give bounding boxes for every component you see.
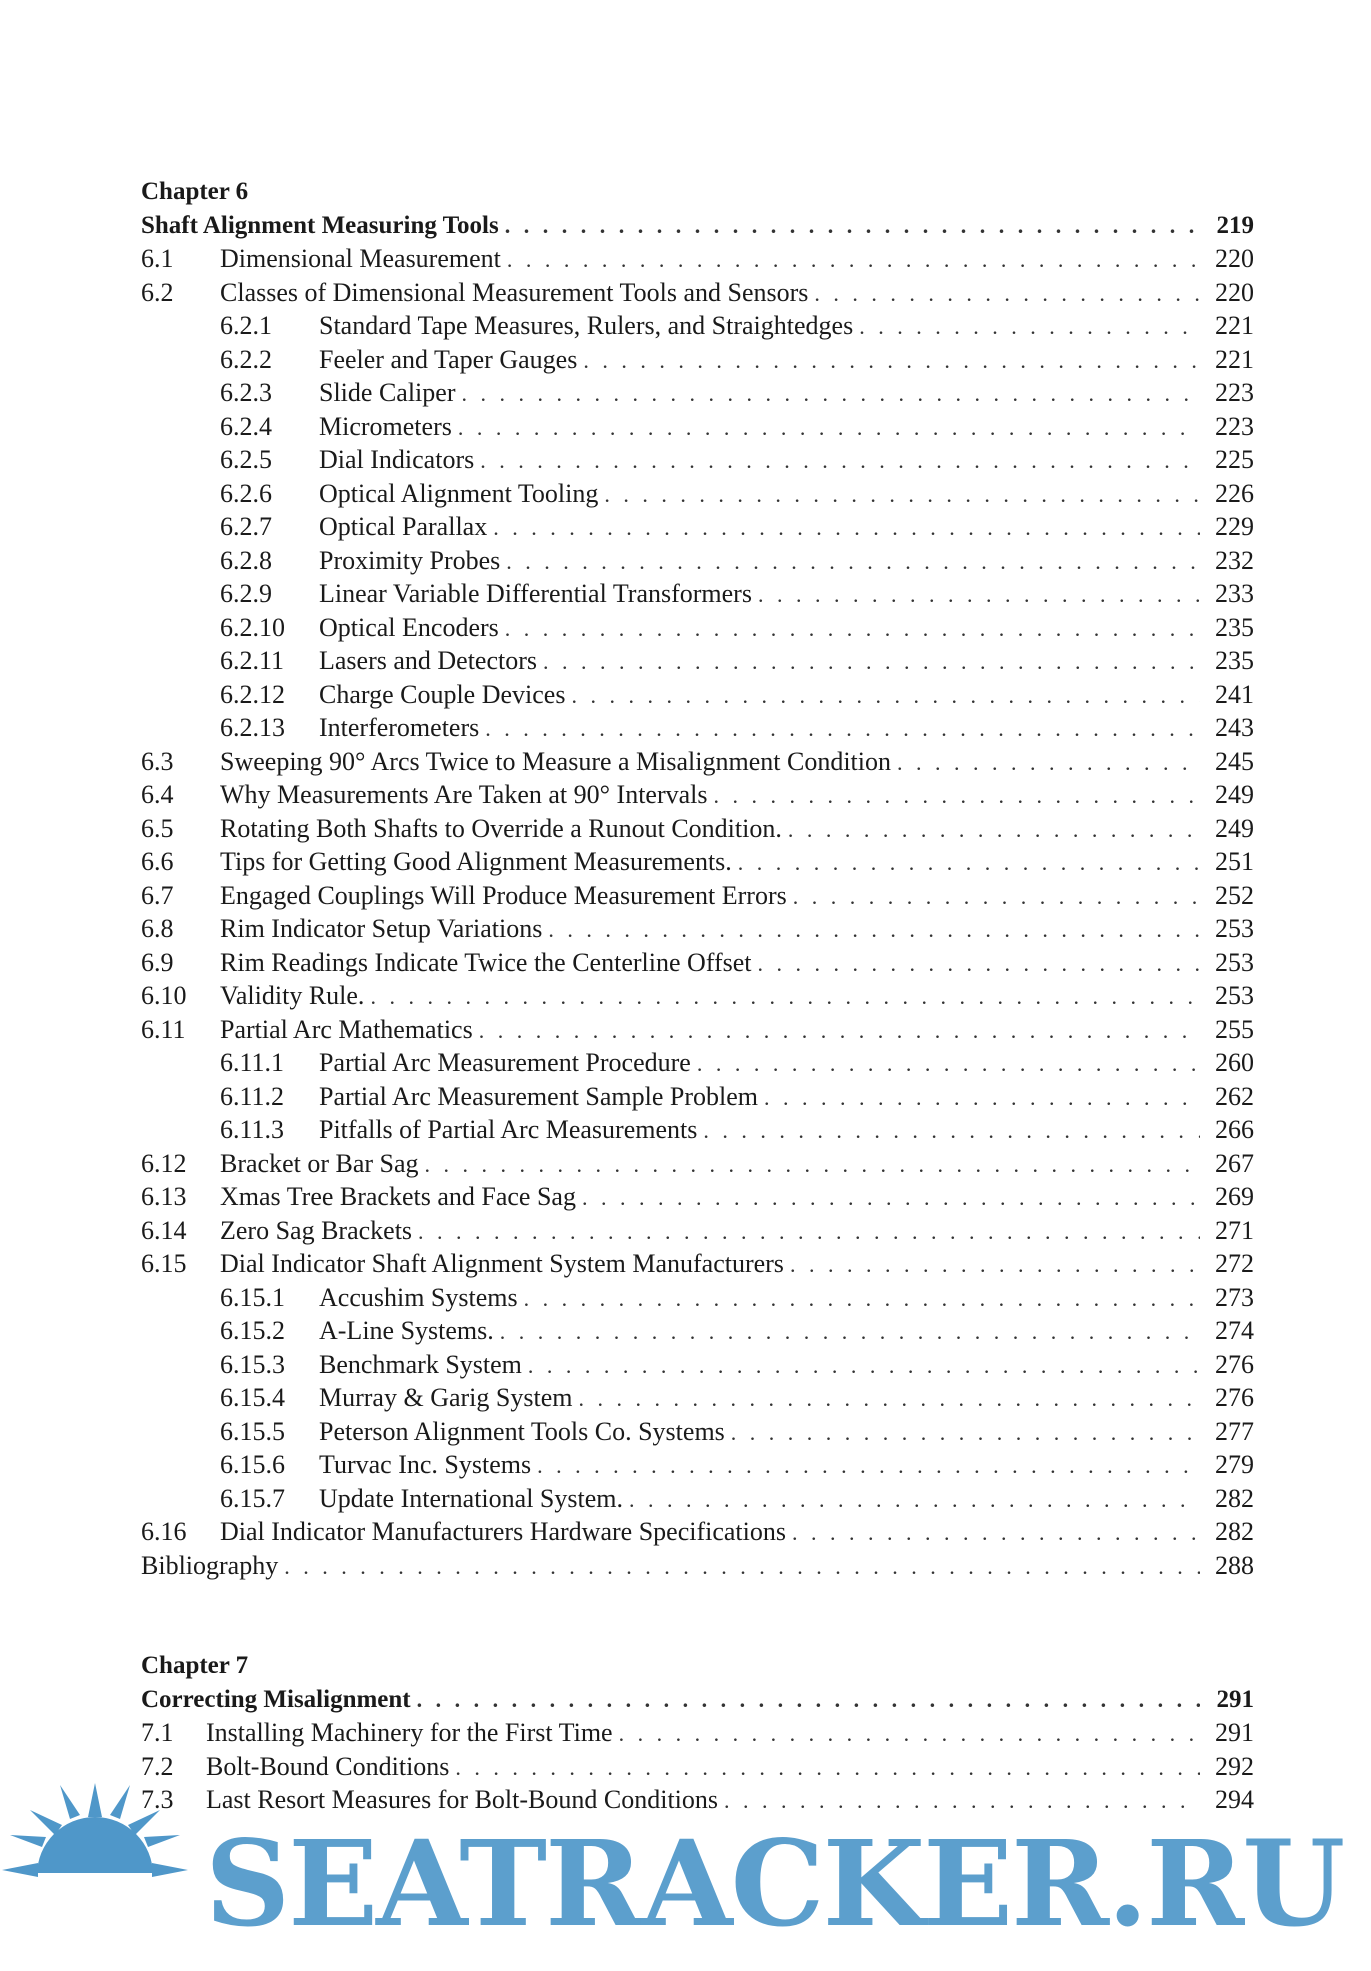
section-number: 6.1 [141,244,174,273]
section-number: 6.2.8 [220,545,272,575]
section-number: 6.2.1 [220,311,272,340]
entry-title: Tips for Getting Good Alignment Measurements. [220,847,732,876]
sun-icon [2,1783,190,1971]
entry-title: Pitfalls of Partial Arc Measurements [319,1115,698,1144]
entry-title: Classes of Dimensional Measurement Tools and Sensors [220,277,809,307]
entry-title: A-Line Systems. [319,1316,494,1345]
entry-title: Update International System. [319,1483,623,1513]
dot-leader [500,1315,1200,1349]
chapter-6-toc [141,175,1254,1582]
entry-title: Charge Couple Devices [319,679,566,709]
dot-leader [897,746,1200,780]
entry-title: Engaged Couplings Will Produce Measurement Errors [220,880,787,910]
toc-entry[interactable] [141,1247,1254,1281]
entry-title: Rim Readings Indicate Twice the Centerline Offset [220,947,752,977]
section-number: 6.3 [141,746,174,776]
chapter-title-row[interactable] [141,209,1254,243]
section-number: 7.2 [141,1751,174,1781]
page-number: 294 [1215,1785,1254,1814]
chapter-label: Chapter 7 [141,1652,249,1679]
section-number: 6.4 [141,780,174,809]
page-number: 269 [1215,1182,1254,1211]
entry-title: Last Resort Measures for Bolt-Bound Conditions [206,1785,719,1814]
section-number: 6.8 [141,914,174,943]
dot-leader [758,947,1200,981]
entry-title: Bolt-Bound Conditions [206,1751,450,1781]
dot-leader [697,1047,1200,1081]
toc-entry[interactable] [141,343,1254,377]
page-number: 221 [1215,344,1254,374]
page-number: 276 [1215,1349,1254,1379]
toc-entry[interactable] [141,812,1254,846]
page-number: 226 [1215,478,1254,508]
dot-leader [764,1081,1200,1115]
dot-leader [583,344,1200,378]
entry-title: Accushim Systems [319,1282,518,1312]
entry-title: Dial Indicator Shaft Alignment System Manufacturers [220,1249,784,1278]
page-number: 266 [1215,1115,1254,1144]
section-number: 6.2.10 [220,612,285,642]
watermark-logo [0,1775,1371,1971]
dot-leader [524,1282,1200,1316]
toc-entry[interactable] [141,979,1254,1013]
entry-title: Sweeping 90° Arcs Twice to Measure a Misalignment Condition [220,746,891,776]
page-number: 279 [1215,1450,1254,1479]
page-number: 220 [1215,244,1254,273]
page-number: 288 [1215,1550,1254,1580]
dot-leader [582,1181,1200,1215]
page-number: 291 [1215,1718,1254,1747]
entry-title: Optical Alignment Tooling [319,478,599,508]
page-number: 233 [1215,579,1254,608]
page-number: 219 [1216,211,1254,239]
entry-title: Feeler and Taper Gauges [319,344,578,374]
page-number: 241 [1215,679,1254,709]
dot-leader [731,1416,1200,1450]
page-number: 262 [1215,1081,1254,1111]
toc-entry[interactable] [141,309,1254,343]
toc-entry[interactable] [141,778,1254,812]
dot-leader [507,243,1200,277]
page-number: 251 [1215,847,1254,876]
toc-entry[interactable] [141,745,1254,779]
toc-entry[interactable] [141,1415,1254,1449]
dot-leader [425,1148,1200,1182]
page-number: 235 [1215,646,1254,675]
toc-entry[interactable] [141,912,1254,946]
dot-leader [738,846,1200,880]
section-number: 6.2.3 [220,378,272,407]
section-number: 7.3 [141,1785,174,1814]
dot-leader [629,1483,1200,1517]
entry-title: Partial Arc Measurement Procedure [319,1048,691,1077]
section-number: 6.11.3 [220,1115,285,1144]
page-number: 276 [1215,1383,1254,1412]
page-number: 255 [1215,1014,1254,1044]
entry-title: Lasers and Detectors [319,646,538,675]
entry-title: Xmas Tree Brackets and Face Sag [220,1182,576,1211]
section-number: 6.5 [141,813,174,843]
section-number: 6.15.6 [220,1450,285,1479]
toc-entry[interactable] [141,276,1254,310]
section-number: 6.11.1 [220,1048,285,1077]
section-number: 6.15.1 [220,1282,285,1312]
entry-title: Why Measurements Are Taken at 90° Intervals [220,780,708,809]
section-number: 7.1 [141,1718,174,1747]
entry-title: Peterson Alignment Tools Co. Systems [319,1416,725,1446]
toc-entry[interactable] [141,1147,1254,1181]
entry-title: Validity Rule. [220,981,365,1010]
section-number: 6.6 [141,847,174,876]
dot-leader [792,1516,1200,1550]
entry-title: Interferometers [319,713,480,742]
section-number: 6.2.6 [220,478,272,508]
toc-entry[interactable] [141,1113,1254,1147]
chapter-title: Shaft Alignment Measuring Tools [141,211,499,239]
toc-entry[interactable] [141,946,1254,980]
section-number: 6.11.2 [220,1081,285,1111]
dot-leader [814,277,1200,311]
entry-title: Dial Indicator Manufacturers Hardware Specifications [220,1517,786,1546]
page-number: 249 [1215,780,1254,809]
section-number: 6.15.4 [220,1383,285,1412]
dot-leader [619,1717,1200,1751]
page-number: 252 [1215,880,1254,910]
page-number: 243 [1215,713,1254,742]
toc-entry[interactable] [141,1180,1254,1214]
page-number: 273 [1215,1282,1254,1312]
page-number: 245 [1215,746,1254,776]
entry-title: Bibliography [141,1550,279,1580]
section-number: 6.2.9 [220,579,272,608]
section-number: 6.15.7 [220,1483,285,1513]
toc-entry[interactable] [141,1515,1254,1549]
dot-leader [703,1114,1200,1148]
entry-title: Rim Indicator Setup Variations [220,914,543,943]
toc-entry[interactable] [141,410,1254,444]
page-number: 220 [1215,277,1254,307]
section-number: 6.2.13 [220,713,285,742]
section-number: 6.9 [141,947,174,977]
toc-entry[interactable] [141,1716,1254,1750]
toc-entry[interactable] [141,1448,1254,1482]
dot-leader [859,310,1200,344]
page-number: 223 [1215,411,1254,441]
chapter-6-entries [141,242,1254,1549]
toc-entry[interactable] [141,1314,1254,1348]
dot-leader [790,1248,1200,1282]
entry-title: Proximity Probes [319,545,501,575]
page-number: 225 [1215,445,1254,474]
entry-title: Slide Caliper [319,378,456,407]
page-number: 271 [1215,1215,1254,1245]
toc-entry[interactable] [141,1381,1254,1415]
toc-entry[interactable] [141,510,1254,544]
page-number: 274 [1215,1316,1254,1345]
entry-title: Zero Sag Brackets [220,1215,413,1245]
section-number: 6.15.2 [220,1316,285,1345]
toc-entry[interactable] [141,1046,1254,1080]
toc-entry[interactable] [141,1080,1254,1114]
page-number: 291 [1216,1685,1254,1713]
section-number: 6.15 [141,1249,187,1278]
page-number: 277 [1215,1416,1254,1446]
page-number: 249 [1215,813,1254,843]
dot-leader [758,578,1200,612]
section-number: 6.7 [141,880,174,910]
toc-entry[interactable] [141,477,1254,511]
toc-entry[interactable] [141,1348,1254,1382]
toc-entry[interactable] [141,544,1254,578]
chapter-title: Correcting Misalignment [141,1685,411,1713]
dot-leader [793,880,1200,914]
entry-title: Linear Variable Differential Transformers [319,579,752,608]
dot-leader [479,1014,1200,1048]
toc-entry[interactable] [141,611,1254,645]
toc-entry[interactable] [141,1482,1254,1516]
entry-title: Standard Tape Measures, Rulers, and Straightedges [319,311,854,340]
dot-leader [458,411,1200,445]
section-number: 6.11 [141,1014,186,1044]
toc-entry[interactable] [141,376,1254,410]
chapter-label: Chapter 6 [141,178,249,205]
dot-leader [417,1683,1200,1717]
entry-title: Installing Machinery for the First Time [206,1718,613,1747]
page-number: 253 [1215,947,1254,977]
dot-leader [485,712,1200,746]
page-number: 272 [1215,1249,1254,1278]
dot-leader [505,209,1200,243]
dot-leader [505,612,1200,646]
page-number: 292 [1215,1751,1254,1781]
entry-title: Turvac Inc. Systems [319,1450,532,1479]
toc-entry[interactable] [141,644,1254,678]
section-number: 6.15.3 [220,1349,285,1379]
dot-leader [537,1449,1200,1483]
dot-leader [506,545,1200,579]
page-number: 229 [1215,512,1254,541]
entry-title: Murray & Garig System [319,1383,573,1412]
entry-title: Optical Parallax [319,512,488,541]
section-number: 6.2.2 [220,344,272,374]
page-number: 282 [1215,1483,1254,1513]
toc-entry[interactable] [141,242,1254,276]
page-number: 232 [1215,545,1254,575]
dot-leader [548,913,1200,947]
entry-title: Partial Arc Measurement Sample Problem [319,1081,759,1111]
dot-leader [788,813,1200,847]
toc-entry[interactable] [141,845,1254,879]
dot-leader [480,444,1200,478]
toc-entry[interactable] [141,678,1254,712]
toc-entry[interactable] [141,443,1254,477]
section-number: 6.10 [141,981,187,1010]
page-number: 253 [1215,914,1254,943]
dot-leader [571,679,1200,713]
entry-title: Dimensional Measurement [220,244,501,273]
section-number: 6.2.11 [220,646,285,675]
section-number: 6.16 [141,1517,187,1546]
toc-entry[interactable] [141,879,1254,913]
dot-leader [370,980,1200,1014]
entry-title: Benchmark System [319,1349,522,1379]
dot-leader [461,377,1200,411]
page-number: 267 [1215,1148,1254,1178]
section-number: 6.2 [141,277,174,307]
entry-title: Partial Arc Mathematics [220,1014,473,1044]
toc-entry[interactable] [141,577,1254,611]
dot-leader [493,511,1200,545]
dot-leader [543,645,1200,679]
toc-entry[interactable] [141,711,1254,745]
section-number: 6.2.7 [220,512,272,541]
dot-leader [528,1349,1200,1383]
toc-entry[interactable] [141,1013,1254,1047]
watermark-text: SEATRACKER.RU [205,1814,1344,1953]
entry-title: Optical Encoders [319,612,499,642]
page-number: 260 [1215,1048,1254,1077]
dot-leader [578,1382,1200,1416]
page-number: 221 [1215,311,1254,340]
section-number: 6.14 [141,1215,187,1245]
page-number: 282 [1215,1517,1254,1546]
section-number: 6.15.5 [220,1416,285,1446]
page-number: 253 [1215,981,1254,1010]
section-number: 6.2.5 [220,445,272,474]
toc-entry[interactable] [141,1281,1254,1315]
section-number: 6.12 [141,1148,187,1178]
section-number: 6.2.12 [220,679,285,709]
dot-leader [418,1215,1200,1249]
entry-title: Rotating Both Shafts to Override a Runout Condition. [220,813,782,843]
section-number: 6.13 [141,1182,187,1211]
toc-entry-bibliography[interactable] [141,1549,1254,1583]
section-number: 6.2.4 [220,411,272,441]
page-number: 235 [1215,612,1254,642]
dot-leader [714,779,1201,813]
chapter-title-row[interactable] [141,1683,1254,1717]
entry-title: Micrometers [319,411,452,441]
entry-title: Bracket or Bar Sag [220,1148,419,1178]
dot-leader [284,1550,1200,1584]
entry-title: Dial Indicators [319,445,475,474]
toc-entry[interactable] [141,1214,1254,1248]
page-number: 223 [1215,378,1254,407]
dot-leader [604,478,1200,512]
